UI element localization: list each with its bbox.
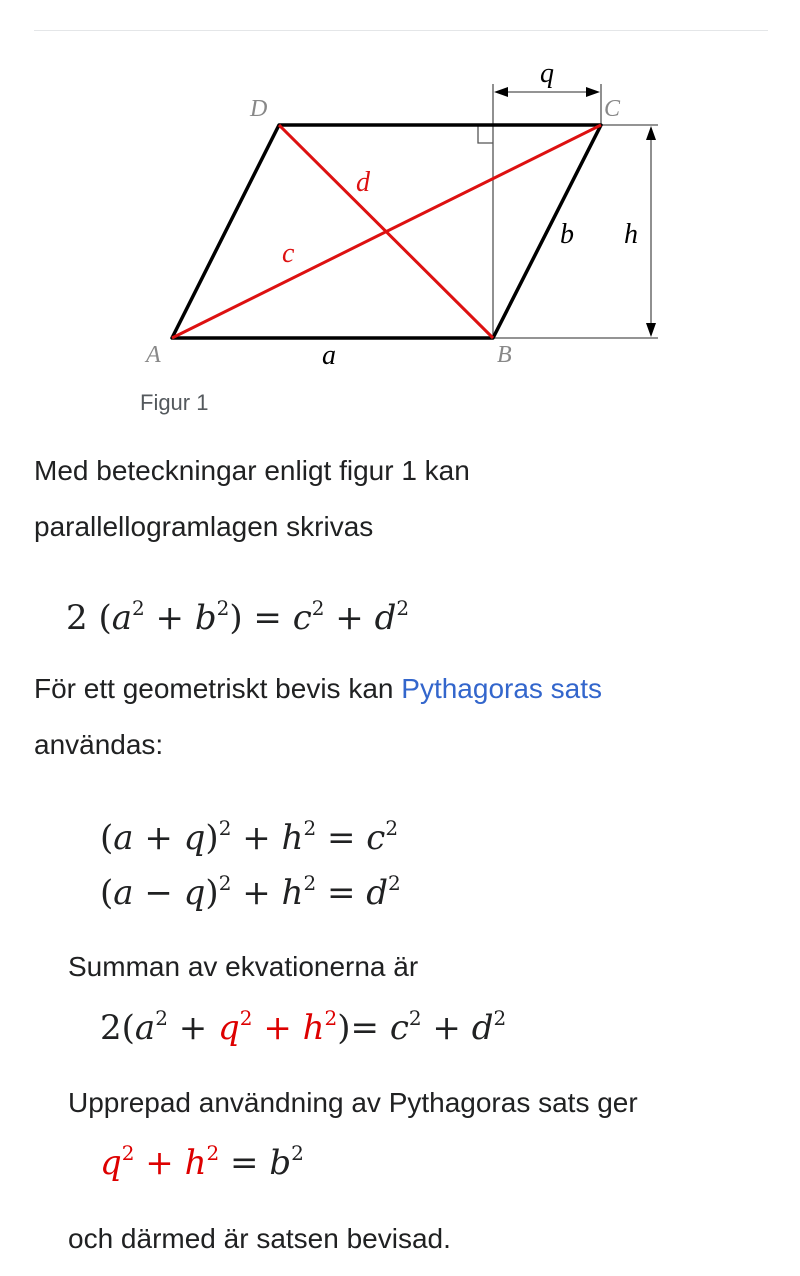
formula-exponent: 2 (385, 816, 399, 840)
formula-token: )= (337, 1008, 390, 1048)
diagonal-d (279, 125, 493, 338)
formula-token: d (366, 873, 389, 913)
side-a-label: a (322, 340, 336, 371)
intro-line-1: Med beteckningar enligt figur 1 kan (34, 455, 470, 486)
equation-d (100, 873, 401, 913)
formula-exponent: 2 (216, 596, 230, 620)
parallelogram-figure (0, 0, 800, 400)
equation-pythagoras (100, 1143, 304, 1183)
formula-token: + (144, 598, 195, 638)
formula-token: 2 ( (66, 598, 112, 638)
vertex-b-label: B (497, 342, 512, 368)
formula-token: + (324, 598, 375, 638)
formula-exponent: 2 (311, 596, 325, 620)
formula-exponent: 2 (388, 871, 401, 895)
formula-token: h (184, 1143, 207, 1183)
side-b-label: b (560, 219, 574, 250)
formula-exponent: 2 (206, 1141, 220, 1165)
formula-token: = (316, 873, 367, 913)
repeat-text: Upprepad användning av Pythagoras sats ger (68, 1087, 638, 1118)
formula-token: a (113, 818, 134, 858)
formula-token: q (100, 1143, 122, 1183)
diagonal-d-label: d (356, 167, 370, 198)
formula-exponent: 2 (132, 596, 145, 620)
formula-exponent: 2 (291, 1141, 304, 1165)
proof-intro-text: För ett geometriskt bevis kan (34, 673, 402, 704)
formula-token: h (302, 1008, 325, 1048)
offset-q-label: q (540, 58, 554, 89)
intro-line-2: parallellogramlagen skrivas (34, 511, 374, 542)
formula-token: c (366, 818, 386, 858)
vertex-d-label: D (250, 96, 268, 122)
formula-exponent: 2 (121, 1141, 135, 1165)
formula-token: h (281, 873, 304, 913)
formula-exponent: 2 (218, 871, 232, 895)
formula-token: b (269, 1143, 292, 1183)
formula-exponent: 2 (303, 816, 317, 840)
formula-token: + (421, 1008, 472, 1048)
formula-token: c (292, 598, 312, 638)
formula-exponent: 2 (408, 1006, 422, 1030)
formula-exponent: 2 (303, 871, 317, 895)
conclusion-text: och därmed är satsen bevisad. (68, 1223, 451, 1254)
formula-token: + (231, 818, 282, 858)
formula-token: q (183, 818, 206, 858)
right-angle-mark (478, 125, 493, 143)
formula-exponent: 2 (218, 816, 232, 840)
formula-token: c (389, 1008, 409, 1048)
formula-token: + (167, 1008, 219, 1048)
formula-token: 2( (100, 1008, 135, 1048)
vertex-a-label: A (146, 342, 161, 368)
formula-token: d (471, 1008, 494, 1048)
height-h-label: h (624, 219, 638, 250)
formula-token: a (111, 598, 132, 638)
equation-sum (100, 1008, 506, 1048)
formula-token: q (218, 1008, 240, 1048)
formula-token: + (134, 1143, 185, 1183)
figure-caption: Figur 1 (140, 390, 209, 415)
formula-token: + (252, 1008, 303, 1048)
formula-token: a (134, 1008, 156, 1048)
formula-exponent: 2 (493, 1006, 507, 1030)
formula-token: + (231, 873, 282, 913)
formula-token: a (113, 873, 134, 913)
proof-intro-line-1 (34, 673, 602, 705)
formula-token: − (133, 873, 184, 913)
formula-token: b (194, 598, 217, 638)
formula-exponent: 2 (239, 1006, 253, 1030)
formula-token: h (281, 818, 304, 858)
pythagoras-link[interactable]: Pythagoras sats (401, 673, 603, 704)
formula-main (66, 598, 409, 638)
formula-exponent: 2 (396, 596, 410, 620)
formula-token: = (316, 818, 367, 858)
equation-c (100, 818, 398, 858)
formula-token: d (374, 598, 397, 638)
formula-token: ) (205, 818, 219, 858)
sum-text: Summan av ekvationerna är (68, 951, 419, 982)
formula-token: q (183, 873, 206, 913)
formula-token: ) (205, 873, 219, 913)
formula-exponent: 2 (155, 1006, 168, 1030)
formula-token: + (133, 818, 184, 858)
formula-token: = (219, 1143, 270, 1183)
diagonal-c-label: c (282, 238, 295, 269)
formula-exponent: 2 (324, 1006, 338, 1030)
proof-intro-line-2: användas: (34, 729, 164, 760)
formula-token: ( (100, 873, 114, 913)
formula-token: ( (100, 818, 114, 858)
vertex-c-label: C (604, 96, 621, 122)
formula-token: ) = (229, 598, 293, 638)
